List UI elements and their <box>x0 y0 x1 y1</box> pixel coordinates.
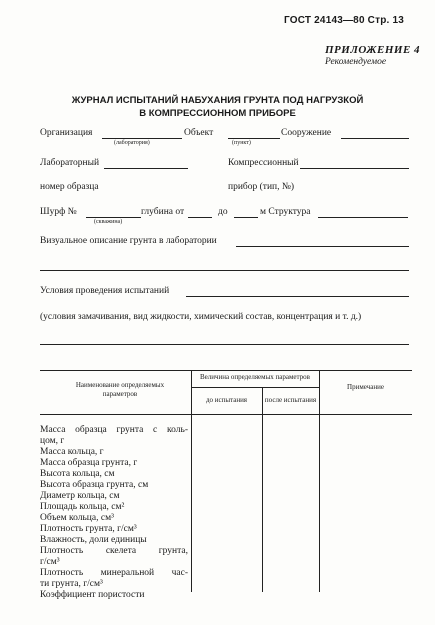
structure-label: Сооружение <box>281 128 332 138</box>
row-text-continued: цом, г <box>40 436 65 446</box>
row-word: Плотность <box>40 568 84 578</box>
row-text-justified <box>40 568 188 579</box>
table-row: Высота кольца, см <box>40 469 115 479</box>
doc-title-line1: ЖУРНАЛ ИСПЫТАНИЙ НАБУХАНИЯ ГРУНТА ПОД НАГРУЗКОЙ <box>71 95 364 106</box>
conditions-line[interactable] <box>186 296 409 297</box>
row-word: Масса <box>40 425 66 435</box>
row-word: Плотность <box>40 546 84 556</box>
pit-line[interactable] <box>86 217 141 218</box>
laboratory-sublabel: (лаборатория) <box>114 140 150 146</box>
row-text-justified <box>40 546 188 557</box>
depth-to-line[interactable] <box>234 217 258 218</box>
row-word: коль- <box>166 425 188 435</box>
header-parameter-name: Наименование определяемых параметров <box>75 381 165 398</box>
conditions-note: (условия замачивания, вид жидкости, химический состав, концентрация и т. д.) <box>40 312 362 322</box>
appendix-title: ПРИЛОЖЕНИЕ 4 <box>325 44 421 56</box>
object-label: Объект <box>184 128 214 138</box>
table-group-divider <box>191 387 319 388</box>
table-row <box>40 546 188 568</box>
table-row: Масса образца грунта, г <box>40 458 138 468</box>
standard-header: ГОСТ 24143—80 Стр. 13 <box>284 15 404 26</box>
visual-line-2[interactable] <box>40 270 409 271</box>
doc-title-line2: В КОМПРЕССИОННОМ ПРИБОРЕ <box>139 108 296 119</box>
organization-line[interactable] <box>102 138 182 139</box>
meter-structure-label: м Структура <box>260 207 311 217</box>
header-values-group: Величина определяемых параметров <box>200 373 310 381</box>
table-col-divider-3 <box>319 370 320 592</box>
lab-number-line[interactable] <box>104 168 188 169</box>
row-word: минеральной <box>100 568 155 578</box>
conditions-label: Условия проведения испытаний <box>40 286 170 296</box>
table-row: Влажность, доли единицы <box>40 535 147 545</box>
row-text-continued: г/см³ <box>40 557 60 567</box>
compression-label: Компрессионный <box>228 158 299 168</box>
organization-label: Организация <box>40 128 93 138</box>
header-before-test: до испытания <box>205 396 248 404</box>
sample-number-label: номер образца <box>40 182 99 192</box>
table-row: Масса кольца, г <box>40 447 104 457</box>
point-sublabel: (пункт) <box>232 140 251 146</box>
table-row <box>40 425 188 447</box>
compression-line[interactable] <box>300 168 409 169</box>
conditions-line-2[interactable] <box>40 344 409 345</box>
visual-description-label: Визуальное описание грунта в лаборатории <box>40 236 217 246</box>
row-text-continued: ти грунта, г/см³ <box>40 579 103 589</box>
header-after-test: после испытания <box>264 396 317 404</box>
depth-from-label: глубина от <box>141 207 185 217</box>
depth-from-line[interactable] <box>188 217 212 218</box>
table-top-border <box>40 370 412 371</box>
pit-label: Шурф № <box>40 207 77 217</box>
row-word: с <box>153 425 158 435</box>
table-row: Коэффициент пористости <box>40 590 145 600</box>
well-sublabel: (скважина) <box>94 219 123 225</box>
row-text-justified <box>40 425 188 436</box>
appendix-note: Рекомендуемое <box>325 57 387 67</box>
row-word: образца <box>75 425 107 435</box>
table-row: Объем кольца, см³ <box>40 513 114 523</box>
structure-line[interactable] <box>341 138 409 139</box>
row-word: грунта <box>116 425 144 435</box>
row-word: скелета <box>105 546 137 556</box>
depth-to-label: до <box>218 207 228 217</box>
header-note: Примечание <box>347 383 384 391</box>
table-row <box>40 568 188 590</box>
table-row: Площадь кольца, см² <box>40 502 125 512</box>
row-word: грунта, <box>158 546 188 556</box>
visual-line-1[interactable] <box>236 246 409 247</box>
lab-number-label: Лабораторный <box>40 158 100 168</box>
table-row: Плотность грунта, г/см³ <box>40 524 137 534</box>
table-row: Диаметр кольца, см <box>40 491 120 501</box>
table-col-divider-2 <box>262 387 263 592</box>
object-line[interactable] <box>228 138 280 139</box>
table-row: Высота образца грунта, см <box>40 480 149 490</box>
structure-desc-line[interactable] <box>318 217 408 218</box>
row-word: час- <box>171 568 188 578</box>
device-label: прибор (тип, №) <box>228 182 295 192</box>
table-header-bottom <box>40 414 412 415</box>
